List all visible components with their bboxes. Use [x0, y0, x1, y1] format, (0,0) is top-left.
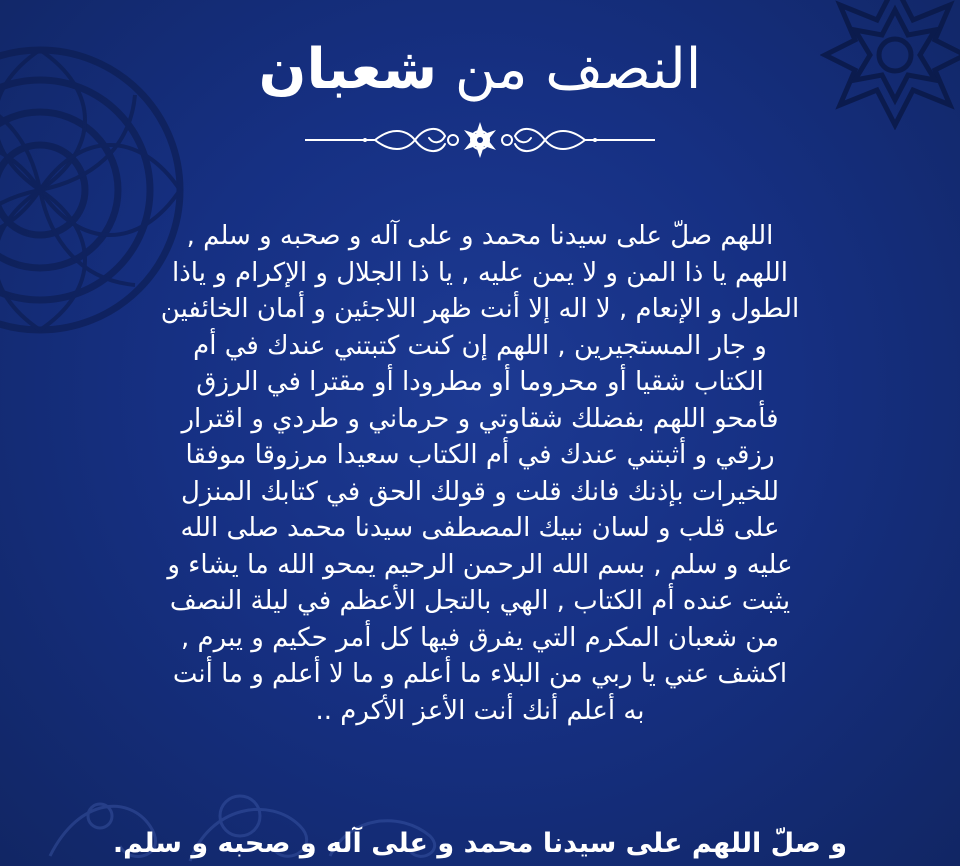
prayer-line-6: فأمحو اللهم بفضلك شقاوتي و حرماني و طردي و اقترار	[181, 403, 779, 434]
closing-salutation: و صلّ اللهم على سيدنا محمد و على آله و صحبه و سلم.	[112, 828, 848, 859]
page-title	[0, 30, 960, 110]
prayer-line-2: اللهم يا ذا المن و لا يمن عليه , يا ذا الجلال و الإكرام و ياذا	[171, 257, 788, 288]
prayer-line-12: من شعبان المكرم التي يفرق فيها كل أمر حكيم و يبرم ,	[180, 622, 780, 653]
title-word-light: النصف من	[454, 37, 702, 102]
floral-divider-icon	[305, 118, 655, 162]
prayer-line-11: يثبت عنده أم الكتاب , الهي بالتجل الأعظم في ليلة النصف	[169, 586, 791, 616]
prayer-line-8: للخيرات بإذنك فانك قلت و قولك الحق في كتابك المنزل	[180, 476, 780, 507]
prayer-line-9: على قلب و لسان نبيك المصطفى سيدنا محمد صلى الله	[180, 513, 780, 543]
prayer-line-14: به أعلم أنك أنت الأعز الأكرم ..	[315, 695, 645, 726]
prayer-line-7: رزقي و أثبتني عندك في أم الكتاب سعيدا مرزوقا موفقا	[185, 440, 775, 470]
prayer-body	[100, 218, 860, 729]
prayer-line-3: الطول و الإنعام , لا اله إلا أنت ظهر اللاجئين و أمان الخائفين	[160, 294, 800, 324]
prayer-line-1: اللهم صلّ على سيدنا محمد و على آله و صحبه و سلم ,	[186, 221, 774, 251]
prayer-line-5: الكتاب شقيا أو محروما أو مطرودا أو مقترا في الرزق	[196, 367, 764, 397]
prayer-line-10: عليه و سلم , بسم الله الرحمن الرحيم يمحو الله ما يشاء و	[167, 549, 793, 580]
title-word-bold: شعبان	[258, 37, 438, 102]
prayer-line-4: و جار المستجيرين , اللهم إن كنت كتبتني عندك في أم	[193, 330, 767, 361]
prayer-line-13: اكشف عني يا ربي من البلاء ما أعلم و ما لا أعلم و ما أنت	[172, 659, 788, 689]
